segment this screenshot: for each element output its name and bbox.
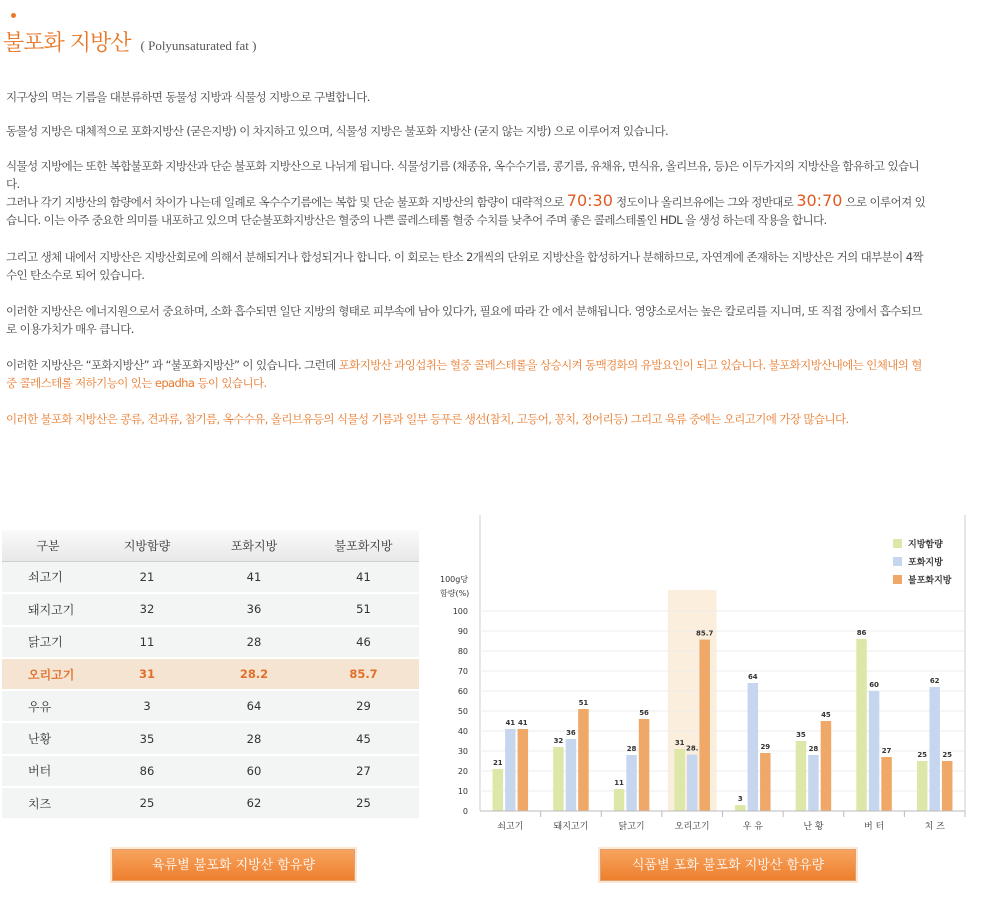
data-label: 28. bbox=[685, 744, 699, 753]
data-label: 51 bbox=[578, 699, 589, 707]
legend-swatch bbox=[893, 575, 902, 584]
food-fat-button[interactable]: 식품별 포화 불포화 지방산 함유량 bbox=[600, 849, 856, 881]
bar bbox=[553, 747, 564, 811]
fat-bar-chart bbox=[430, 515, 970, 845]
bar bbox=[566, 739, 577, 811]
data-label: 35 bbox=[796, 731, 806, 739]
legend-swatch bbox=[893, 539, 902, 548]
data-label: 32 bbox=[553, 737, 564, 745]
data-label: 28 bbox=[626, 745, 637, 753]
data-label: 64 bbox=[747, 673, 758, 681]
data-label: 56 bbox=[639, 709, 649, 717]
row-value: 35 bbox=[94, 722, 200, 754]
row-value: 25 bbox=[308, 787, 419, 819]
data-label: 41 bbox=[517, 719, 528, 727]
data-label: 85.7 bbox=[696, 629, 714, 638]
y-tick-label: 100 bbox=[452, 607, 468, 616]
row-label: 쇠고기 bbox=[2, 561, 94, 593]
data-label: 62 bbox=[929, 677, 940, 685]
x-tick-label: 버 터 bbox=[863, 822, 885, 832]
paragraph-6: 이러한 지방산은 에너지원으로서 중요하며, 소화 흡수되면 일단 지방의 형태로 피부속에 남아 있다가, 필요에 따라 간 에서 분해됩니다. 영양소로서는 높은 칼로리를 지니며, 또 직접 장에서 흡수되므로 이용가치가 매우 큽니다. bbox=[6, 304, 922, 336]
row-value: 86 bbox=[94, 755, 200, 787]
x-tick-label: 우 유 bbox=[742, 822, 763, 832]
bar bbox=[942, 761, 953, 811]
y-tick-label: 0 bbox=[462, 807, 468, 816]
row-value: 11 bbox=[94, 626, 200, 658]
y-tick-label: 40 bbox=[457, 727, 468, 736]
ratio-olive: 30:70 bbox=[796, 191, 843, 210]
data-label: 60 bbox=[869, 681, 879, 689]
data-label: 31 bbox=[674, 739, 685, 747]
meat-unsaturated-button[interactable]: 육류별 불포화 지방산 함유량 bbox=[112, 849, 355, 881]
row-value: 62 bbox=[200, 787, 308, 819]
table-row bbox=[2, 626, 419, 658]
legend-label: 지방함량 bbox=[908, 540, 943, 550]
row-value: 29 bbox=[308, 690, 419, 722]
legend-label: 포화지방 bbox=[908, 558, 943, 568]
row-value: 21 bbox=[94, 561, 200, 593]
y-tick-label: 80 bbox=[457, 647, 468, 656]
row-label: 우유 bbox=[2, 690, 94, 722]
x-tick-label: 치 즈 bbox=[924, 822, 945, 832]
page-title bbox=[3, 26, 256, 57]
y-tick-label: 90 bbox=[457, 627, 468, 636]
data-label: 36 bbox=[566, 729, 576, 737]
row-label: 치즈 bbox=[2, 787, 94, 819]
bar bbox=[821, 721, 832, 811]
row-value: 28.2 bbox=[200, 658, 308, 690]
row-value: 31 bbox=[94, 658, 200, 690]
row-value: 36 bbox=[200, 593, 308, 625]
header-unsaturated: 불포화지방 bbox=[308, 530, 419, 561]
row-value: 60 bbox=[200, 755, 308, 787]
data-label: 27 bbox=[881, 747, 892, 755]
y-tick-label: 10 bbox=[457, 787, 468, 796]
bar bbox=[626, 755, 637, 811]
bar bbox=[578, 709, 589, 811]
fat-content-table bbox=[2, 530, 419, 820]
data-label: 21 bbox=[492, 759, 503, 767]
y-tick-label: 60 bbox=[457, 687, 468, 696]
y-tick-label: 20 bbox=[457, 767, 468, 776]
bar bbox=[735, 805, 746, 811]
page-title-korean: 불포화 지방산 bbox=[3, 31, 131, 56]
paragraph-4: 그러나 각기 지방산의 함량에서 차이가 나는데 일례로 옥수수기름에는 복합 및 단순 불포화 지방산의 함량이 대략적으로 70:30 정도이나 올리브유에는 그와 정반대로 30:70 으로 이루어져 있습니다. 이는 아주 중요한 의미를 내포하고 있으며 단순불포화지방산은 혈중의 나쁜 콜레스테롤 혈중 수치를 낮추어 주며 좋은 콜레스테롤인 HDL 을 생성 하는데 작용을 합니다. bbox=[6, 191, 926, 227]
header-saturated: 포화지방 bbox=[200, 530, 308, 561]
row-value: 27 bbox=[308, 755, 419, 787]
data-label: 11 bbox=[614, 779, 624, 787]
row-label: 난황 bbox=[2, 722, 94, 754]
y-axis-label: 함량(%) bbox=[440, 589, 470, 598]
bar bbox=[856, 639, 867, 811]
table-row bbox=[2, 690, 419, 722]
table-row bbox=[2, 755, 419, 787]
row-label: 닭고기 bbox=[2, 626, 94, 658]
row-value: 46 bbox=[308, 626, 419, 658]
bar bbox=[687, 755, 698, 811]
ratio-corn: 70:30 bbox=[566, 191, 613, 210]
header-fat: 지방함량 bbox=[94, 530, 200, 561]
paragraph-7: 이러한 지방산은 “포화지방산” 과 “불포화지방산” 이 있습니다. 그런데 포화지방산 과잉섭취는 혈중 콜레스테롤을 상승시켜 동맥경화의 유발요인이 되고 있습니다. 불포화지방산내에는 인체내의 혈중 콜레스테롤 저하기능이 있는 epadha 등이 있습니다. bbox=[6, 358, 922, 390]
x-tick-label: 쇠고기 bbox=[497, 822, 524, 832]
row-value: 41 bbox=[200, 561, 308, 593]
data-label: 28 bbox=[808, 745, 819, 753]
legend-label: 불포화지방 bbox=[908, 576, 952, 586]
paragraph-1: 지구상의 먹는 기름을 대분류하면 동물성 지방과 식물성 지방으로 구별합니다. bbox=[6, 90, 370, 104]
row-value: 3 bbox=[94, 690, 200, 722]
bar bbox=[639, 719, 650, 811]
header-category: 구분 bbox=[2, 530, 94, 561]
bar bbox=[699, 640, 710, 811]
row-value: 51 bbox=[308, 593, 419, 625]
x-tick-label: 오리고기 bbox=[674, 822, 710, 832]
bar bbox=[614, 789, 625, 811]
x-tick-label: 돼지고기 bbox=[553, 822, 589, 832]
bar bbox=[493, 769, 504, 811]
bar bbox=[917, 761, 928, 811]
row-value: 28 bbox=[200, 722, 308, 754]
y-tick-label: 50 bbox=[457, 707, 468, 716]
table-row bbox=[2, 561, 419, 593]
data-label: 25 bbox=[917, 751, 928, 759]
table-row bbox=[2, 722, 419, 754]
row-label: 돼지고기 bbox=[2, 593, 94, 625]
data-label: 3 bbox=[737, 795, 743, 803]
row-value: 32 bbox=[94, 593, 200, 625]
bar bbox=[869, 691, 880, 811]
paragraph-2: 동물성 지방은 대체적으로 포화지방산 (굳은지방) 이 차지하고 있으며, 식물성 지방은 불포화 지방산 (굳지 않는 지방) 으로 이루어져 있습니다. bbox=[6, 124, 669, 138]
bar bbox=[881, 757, 892, 811]
data-label: 41 bbox=[505, 719, 516, 727]
bar bbox=[674, 749, 685, 811]
legend-swatch bbox=[893, 557, 902, 566]
row-value: 45 bbox=[308, 722, 419, 754]
row-label: 오리고기 bbox=[2, 658, 94, 690]
data-label: 45 bbox=[821, 711, 831, 719]
table-header-row bbox=[2, 530, 419, 561]
table-row bbox=[2, 787, 419, 819]
bar bbox=[505, 729, 516, 811]
bar bbox=[929, 687, 940, 811]
page-title-english: ( Polyunsaturated fat ) bbox=[140, 38, 257, 53]
row-value: 25 bbox=[94, 787, 200, 819]
table-row bbox=[2, 658, 419, 690]
row-label: 버터 bbox=[2, 755, 94, 787]
bar bbox=[796, 741, 807, 811]
y-tick-label: 70 bbox=[457, 667, 468, 676]
paragraph-3: 식물성 지방에는 또한 복합불포화 지방산과 단순 불포화 지방산으로 나뉘게 됩니다. 식물성기름 (채종유, 옥수수기름, 콩기름, 유채유, 면식유, 올리브유, 등)은 이두가지의 지방산을 함유하고 있습니다. bbox=[6, 159, 920, 191]
bar bbox=[748, 683, 759, 811]
data-label: 86 bbox=[856, 629, 867, 637]
row-value: 28 bbox=[200, 626, 308, 658]
y-tick-label: 30 bbox=[457, 747, 468, 756]
y-axis-label: 100g당 bbox=[440, 575, 469, 584]
row-value: 85.7 bbox=[308, 658, 419, 690]
row-value: 41 bbox=[308, 561, 419, 593]
warning-text: 포화지방산 과잉섭취는 혈중 콜레스테롤을 상승시켜 동맥경화의 유발요인이 되고 있습니다. 불포화지방산내에는 인체내의 혈중 콜레스테롤 저하기능이 있는 epadha 등이 있습니다. bbox=[6, 358, 922, 390]
table-row bbox=[2, 593, 419, 625]
title-bullet-icon bbox=[11, 13, 16, 18]
x-tick-label: 닭고기 bbox=[618, 822, 645, 832]
bar bbox=[808, 755, 819, 811]
bar bbox=[518, 729, 529, 811]
bar bbox=[760, 753, 771, 811]
row-value: 64 bbox=[200, 690, 308, 722]
paragraph-5: 그리고 생체 내에서 지방산은 지방산회로에 의해서 분해되거나 합성되거나 합니다. 이 회로는 탄소 2개씩의 단위로 지방산을 합성하거나 분해하므로, 자연계에 존재하는 지방산은 거의 대부분이 4짝수인 탄소수로 되어 있습니다. bbox=[6, 250, 923, 282]
data-label: 29 bbox=[760, 743, 771, 751]
data-label: 25 bbox=[942, 751, 953, 759]
x-tick-label: 난 황 bbox=[803, 822, 824, 832]
paragraph-8: 이러한 불포화 지방산은 콩류, 견과류, 참기름, 옥수수유, 올리브유등의 식물성 기름과 일부 등푸른 생선(참치, 고등어, 꽁치, 정어리등) 그리고 육류 중에는 오리고기에 가장 많습니다. bbox=[6, 412, 849, 426]
